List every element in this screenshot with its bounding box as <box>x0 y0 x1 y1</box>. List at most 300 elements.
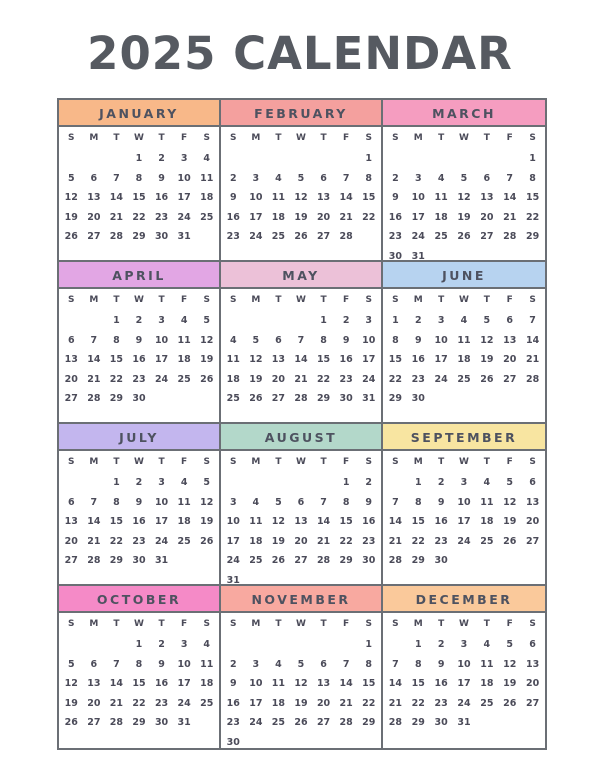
day-number: 23 <box>339 373 353 385</box>
day-number: 12 <box>503 496 517 508</box>
day-number: 12 <box>64 192 78 203</box>
day-number: 19 <box>271 535 286 547</box>
weekday-label: S <box>203 457 210 467</box>
weekday-label: T <box>113 619 120 629</box>
day-grid <box>59 311 219 409</box>
day-number: 25 <box>200 211 214 223</box>
day-number: 5 <box>203 477 211 488</box>
day-number: 22 <box>411 535 425 547</box>
empty-cell <box>407 149 430 169</box>
day-number: 1 <box>529 153 536 164</box>
month-header: NOVEMBER <box>221 586 381 613</box>
day-grid <box>221 149 381 247</box>
weekday-label: S <box>392 133 399 143</box>
day-number: 14 <box>503 192 517 203</box>
day-number: 6 <box>483 172 491 184</box>
weekday-label: S <box>68 457 75 467</box>
day-number: 31 <box>226 574 240 586</box>
month-header: FEBRUARY <box>221 100 381 127</box>
weekday-label: M <box>413 133 423 143</box>
day-number: 15 <box>339 516 353 527</box>
day-number: 9 <box>414 334 422 346</box>
day-grid <box>383 149 545 262</box>
empty-cell <box>60 149 83 169</box>
weekday-label: W <box>296 295 306 305</box>
weekday-label: W <box>134 619 144 629</box>
day-number: 10 <box>154 496 169 508</box>
day-number: 7 <box>90 334 98 346</box>
day-number: 4 <box>483 639 491 650</box>
day-number: 28 <box>503 231 517 242</box>
weekday-label: F <box>181 133 188 143</box>
day-number: 2 <box>414 315 422 326</box>
day-number: 18 <box>177 516 191 527</box>
weekday-label: F <box>181 457 188 467</box>
day-number: 13 <box>271 354 286 365</box>
day-number: 16 <box>154 192 169 203</box>
day-number: 23 <box>132 373 146 385</box>
empty-cell <box>245 149 268 169</box>
day-number: 12 <box>200 334 214 346</box>
day-number: 31 <box>457 717 471 728</box>
day-number: 28 <box>339 717 353 728</box>
day-number: 2 <box>342 315 350 326</box>
day-number: 23 <box>434 535 448 547</box>
day-number: 12 <box>64 678 78 689</box>
day-number: 4 <box>203 153 211 164</box>
day-number: 8 <box>135 172 143 184</box>
day-number: 20 <box>316 211 331 223</box>
weekday-row <box>59 454 219 471</box>
weekday-label: T <box>113 457 120 467</box>
day-number: 3 <box>180 153 188 164</box>
weekday-label: T <box>275 295 282 305</box>
day-number: 11 <box>200 658 214 670</box>
empty-cell <box>475 149 498 169</box>
day-number: 22 <box>109 535 124 547</box>
day-number: 9 <box>135 496 143 508</box>
day-number: 9 <box>437 496 445 508</box>
day-number: 25 <box>249 555 263 566</box>
day-number: 28 <box>388 555 403 566</box>
empty-cell <box>267 473 290 493</box>
day-number: 22 <box>132 697 146 709</box>
weekday-row <box>59 616 219 633</box>
day-number: 27 <box>87 717 101 728</box>
day-number: 27 <box>87 231 101 242</box>
weekday-label: S <box>203 295 210 305</box>
weekday-row <box>383 454 545 471</box>
day-number: 18 <box>249 535 263 547</box>
day-number: 7 <box>342 172 350 184</box>
day-number: 3 <box>437 315 445 326</box>
day-number: 11 <box>226 354 240 365</box>
month-header: DECEMBER <box>383 586 545 613</box>
weekday-row <box>221 292 381 309</box>
weekday-label: S <box>529 619 536 629</box>
day-number: 23 <box>154 211 169 223</box>
day-number: 15 <box>132 192 146 203</box>
day-number: 26 <box>271 555 286 566</box>
day-number: 9 <box>158 658 165 670</box>
day-number: 8 <box>113 334 120 346</box>
day-number: 31 <box>177 231 191 242</box>
weekday-label: F <box>343 133 350 143</box>
day-number: 9 <box>229 192 237 203</box>
weekday-label: S <box>529 457 536 467</box>
day-number: 6 <box>506 315 514 326</box>
day-number: 18 <box>177 354 191 365</box>
day-number: 17 <box>457 678 471 689</box>
day-grid <box>221 473 381 586</box>
day-number: 3 <box>158 477 165 488</box>
empty-cell <box>335 149 358 169</box>
weekday-label: S <box>68 619 75 629</box>
day-number: 3 <box>229 496 237 508</box>
day-number: 7 <box>297 334 305 346</box>
day-number: 5 <box>297 172 305 184</box>
day-number: 13 <box>64 354 78 365</box>
day-number: 24 <box>249 231 263 242</box>
weekday-label: F <box>506 133 513 143</box>
day-number: 25 <box>177 373 191 385</box>
empty-cell <box>60 635 83 655</box>
day-number: 9 <box>365 496 373 508</box>
empty-cell <box>245 473 268 493</box>
day-number: 15 <box>388 354 403 365</box>
day-number: 19 <box>64 211 78 223</box>
day-number: 28 <box>109 231 124 242</box>
day-number: 26 <box>503 535 517 547</box>
day-number: 8 <box>320 334 327 346</box>
day-number: 24 <box>177 211 191 223</box>
weekday-label: T <box>320 295 327 305</box>
day-number: 24 <box>457 535 471 547</box>
day-number: 6 <box>320 172 327 184</box>
day-number: 8 <box>135 658 143 670</box>
day-number: 13 <box>316 192 331 203</box>
day-number: 20 <box>64 535 78 547</box>
empty-cell <box>430 149 453 169</box>
weekday-label: S <box>365 619 372 629</box>
day-number: 4 <box>437 172 445 184</box>
day-number: 6 <box>90 172 98 184</box>
day-number: 15 <box>411 678 425 689</box>
day-number: 14 <box>109 678 124 689</box>
day-number: 22 <box>339 535 353 547</box>
day-number: 11 <box>177 496 191 508</box>
weekday-label: W <box>134 133 144 143</box>
day-number: 17 <box>362 354 376 365</box>
weekday-label: S <box>365 295 372 305</box>
day-number: 29 <box>525 231 540 242</box>
day-number: 3 <box>414 172 422 184</box>
day-number: 1 <box>414 477 422 488</box>
day-number: 16 <box>132 516 146 527</box>
day-number: 19 <box>200 516 214 527</box>
day-number: 18 <box>457 354 471 365</box>
month-header: JULY <box>59 424 219 451</box>
day-number: 9 <box>342 334 350 346</box>
day-number: 2 <box>229 172 237 184</box>
day-number: 11 <box>480 496 494 508</box>
day-number: 27 <box>64 393 78 404</box>
day-number: 27 <box>316 717 331 728</box>
day-number: 13 <box>294 516 308 527</box>
day-number: 16 <box>411 354 425 365</box>
day-number: 19 <box>200 354 214 365</box>
day-number: 25 <box>226 393 240 404</box>
day-number: 5 <box>506 477 514 488</box>
day-number: 3 <box>180 639 188 650</box>
day-number: 27 <box>525 535 540 547</box>
weekday-label: S <box>365 457 372 467</box>
day-number: 28 <box>316 555 331 566</box>
day-number: 1 <box>135 639 143 650</box>
day-number: 3 <box>460 639 468 650</box>
day-number: 12 <box>294 192 308 203</box>
empty-cell <box>83 311 106 331</box>
day-number: 5 <box>483 315 491 326</box>
empty-cell <box>245 311 268 331</box>
day-number: 5 <box>67 172 75 184</box>
empty-cell <box>222 635 245 655</box>
day-number: 29 <box>339 555 353 566</box>
day-number: 24 <box>411 231 425 242</box>
day-number: 23 <box>411 373 425 385</box>
day-number: 21 <box>339 211 353 223</box>
weekday-label: M <box>251 133 261 143</box>
day-number: 25 <box>177 535 191 547</box>
day-number: 22 <box>411 697 425 709</box>
weekday-label: F <box>506 295 513 305</box>
day-number: 19 <box>294 697 308 709</box>
day-grid <box>59 635 219 733</box>
empty-cell <box>267 311 290 331</box>
day-number: 15 <box>411 516 425 527</box>
day-number: 23 <box>226 717 240 728</box>
weekday-label: M <box>251 619 261 629</box>
weekday-label: W <box>296 619 306 629</box>
day-number: 10 <box>434 334 448 346</box>
day-number: 21 <box>87 373 101 385</box>
day-number: 14 <box>87 354 101 365</box>
day-number: 7 <box>392 658 399 670</box>
day-number: 18 <box>480 516 494 527</box>
weekday-label: S <box>203 619 210 629</box>
weekday-label: W <box>296 457 306 467</box>
weekday-label: T <box>438 457 445 467</box>
empty-cell <box>335 635 358 655</box>
day-number: 17 <box>411 211 425 223</box>
day-number: 2 <box>158 153 165 164</box>
day-number: 10 <box>177 172 191 184</box>
weekday-label: S <box>230 295 237 305</box>
day-number: 29 <box>411 717 425 728</box>
day-number: 21 <box>388 697 403 709</box>
day-number: 31 <box>362 393 376 404</box>
empty-cell <box>60 311 83 331</box>
day-number: 19 <box>457 211 471 223</box>
weekday-label: M <box>413 295 423 305</box>
day-number: 22 <box>362 697 376 709</box>
day-number: 20 <box>271 373 286 385</box>
day-number: 26 <box>64 231 78 242</box>
day-number: 3 <box>158 315 165 326</box>
day-number: 25 <box>271 717 286 728</box>
day-number: 7 <box>113 658 120 670</box>
day-number: 13 <box>503 334 517 346</box>
day-number: 8 <box>342 496 350 508</box>
day-number: 5 <box>67 658 75 670</box>
weekday-label: M <box>251 295 261 305</box>
day-number: 11 <box>434 192 448 203</box>
weekday-row <box>59 292 219 309</box>
day-number: 8 <box>113 496 120 508</box>
weekday-row <box>221 616 381 633</box>
day-number: 26 <box>457 231 471 242</box>
day-number: 14 <box>388 678 403 689</box>
day-number: 10 <box>249 678 263 689</box>
day-number: 17 <box>177 192 191 203</box>
weekday-label: T <box>275 619 282 629</box>
day-number: 7 <box>113 172 120 184</box>
day-number: 23 <box>434 697 448 709</box>
weekday-label: T <box>113 133 120 143</box>
day-number: 7 <box>320 496 327 508</box>
day-number: 26 <box>294 717 308 728</box>
day-number: 11 <box>457 334 471 346</box>
day-number: 24 <box>177 697 191 709</box>
day-number: 26 <box>503 697 517 709</box>
day-number: 10 <box>177 658 191 670</box>
weekday-label: T <box>483 133 490 143</box>
day-number: 12 <box>200 496 214 508</box>
day-number: 13 <box>525 496 540 508</box>
day-number: 9 <box>135 334 143 346</box>
day-number: 18 <box>434 211 448 223</box>
day-number: 1 <box>342 477 350 488</box>
empty-cell <box>267 149 290 169</box>
day-number: 8 <box>392 334 399 346</box>
day-grid <box>221 635 381 748</box>
month-header: JANUARY <box>59 100 219 127</box>
empty-cell <box>290 473 313 493</box>
day-number: 6 <box>320 658 327 670</box>
weekday-label: T <box>158 457 165 467</box>
day-number: 28 <box>109 717 124 728</box>
day-number: 16 <box>154 678 169 689</box>
day-number: 20 <box>525 516 540 527</box>
weekday-label: T <box>275 457 282 467</box>
day-number: 2 <box>135 315 143 326</box>
weekday-label: F <box>343 295 350 305</box>
day-number: 22 <box>525 211 540 223</box>
empty-cell <box>222 473 245 493</box>
day-number: 10 <box>226 516 240 527</box>
day-number: 22 <box>388 373 403 385</box>
day-number: 19 <box>64 697 78 709</box>
day-number: 8 <box>414 658 422 670</box>
day-number: 1 <box>320 315 327 326</box>
day-number: 26 <box>64 717 78 728</box>
day-number: 27 <box>271 393 286 404</box>
day-number: 30 <box>434 555 448 566</box>
day-number: 4 <box>180 477 188 488</box>
day-number: 26 <box>480 373 494 385</box>
day-number: 9 <box>437 658 445 670</box>
day-number: 20 <box>294 535 308 547</box>
day-number: 18 <box>200 678 214 689</box>
day-number: 6 <box>67 334 75 346</box>
day-number: 5 <box>203 315 211 326</box>
weekday-label: T <box>320 619 327 629</box>
day-number: 7 <box>392 496 399 508</box>
weekday-row <box>59 130 219 147</box>
day-number: 27 <box>64 555 78 566</box>
day-number: 1 <box>392 315 399 326</box>
day-number: 7 <box>529 315 536 326</box>
day-number: 4 <box>229 334 237 346</box>
day-number: 16 <box>132 354 146 365</box>
day-number: 20 <box>525 678 540 689</box>
day-number: 24 <box>362 373 376 385</box>
day-number: 14 <box>339 192 353 203</box>
calendar-grid <box>57 98 547 750</box>
day-number: 30 <box>132 555 146 566</box>
day-number: 15 <box>132 678 146 689</box>
day-number: 14 <box>87 516 101 527</box>
day-number: 25 <box>480 697 494 709</box>
empty-cell <box>498 149 521 169</box>
day-number: 14 <box>316 516 331 527</box>
day-number: 16 <box>434 678 448 689</box>
empty-cell <box>384 473 407 493</box>
weekday-label: S <box>230 133 237 143</box>
day-number: 21 <box>87 535 101 547</box>
day-number: 16 <box>226 697 240 709</box>
day-number: 2 <box>158 639 165 650</box>
month-november <box>221 586 383 748</box>
day-number: 16 <box>362 516 376 527</box>
day-number: 14 <box>339 678 353 689</box>
day-number: 23 <box>388 231 403 242</box>
weekday-label: S <box>68 133 75 143</box>
day-number: 3 <box>365 315 373 326</box>
day-number: 6 <box>275 334 282 346</box>
day-grid <box>59 149 219 247</box>
day-number: 28 <box>87 555 101 566</box>
day-number: 29 <box>362 717 376 728</box>
day-number: 17 <box>154 354 169 365</box>
day-number: 14 <box>525 334 540 346</box>
empty-cell <box>105 149 128 169</box>
day-number: 17 <box>457 516 471 527</box>
day-number: 26 <box>249 393 263 404</box>
day-number: 30 <box>339 393 353 404</box>
day-number: 21 <box>109 697 124 709</box>
day-number: 25 <box>457 373 471 385</box>
day-number: 24 <box>226 555 240 566</box>
day-number: 10 <box>457 496 471 508</box>
day-number: 9 <box>392 192 399 203</box>
weekday-label: M <box>89 457 99 467</box>
weekday-label: T <box>438 619 445 629</box>
day-number: 15 <box>362 678 376 689</box>
month-july <box>59 424 221 586</box>
day-number: 28 <box>388 717 403 728</box>
weekday-label: W <box>134 457 144 467</box>
